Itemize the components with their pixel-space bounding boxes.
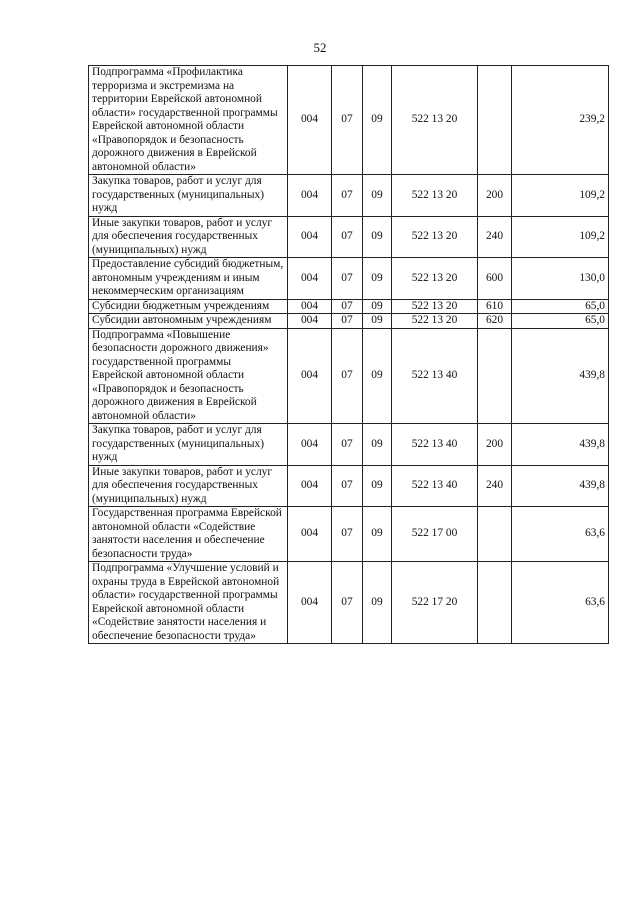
section-code-cell: 07: [332, 175, 363, 217]
table-row: [89, 562, 609, 644]
section-code-cell: 07: [332, 507, 363, 562]
subsection-code-cell: 09: [363, 507, 392, 562]
ministry-code-cell: 004: [288, 328, 332, 424]
subsection-code-cell: 09: [363, 175, 392, 217]
amount-cell: 439,8: [512, 465, 609, 507]
amount-cell: 109,2: [512, 216, 609, 258]
table-row: [89, 507, 609, 562]
ministry-code-cell: 004: [288, 562, 332, 644]
expense-type-cell: 200: [478, 175, 512, 217]
amount-cell: 109,2: [512, 175, 609, 217]
table-row: [89, 175, 609, 217]
table-row: [89, 314, 609, 329]
subsection-code-cell: 09: [363, 216, 392, 258]
row-name-cell: Субсидии бюджетным учреждениям: [89, 299, 288, 314]
section-code-cell: 07: [332, 424, 363, 466]
expense-type-cell: 240: [478, 216, 512, 258]
section-code-cell: 07: [332, 66, 363, 175]
row-name-cell: Подпрограмма «Повышение безопасности дорожного движения» государственной программы Еврейской автономной области «Правопорядок и безопасность дорожного движения в Еврейской автономной области»: [89, 328, 288, 424]
ministry-code-cell: 004: [288, 258, 332, 300]
section-code-cell: 07: [332, 299, 363, 314]
page-number: 52: [313, 40, 327, 55]
amount-cell: 439,8: [512, 328, 609, 424]
expense-type-cell: [478, 328, 512, 424]
expense-type-cell: 200: [478, 424, 512, 466]
budget-table: [88, 65, 609, 644]
target-article-cell: 522 13 20: [392, 216, 478, 258]
amount-cell: 439,8: [512, 424, 609, 466]
section-code-cell: 07: [332, 465, 363, 507]
subsection-code-cell: 09: [363, 258, 392, 300]
table-row: [89, 258, 609, 300]
ministry-code-cell: 004: [288, 424, 332, 466]
section-code-cell: 07: [332, 562, 363, 644]
ministry-code-cell: 004: [288, 66, 332, 175]
target-article-cell: 522 17 20: [392, 562, 478, 644]
amount-cell: 65,0: [512, 299, 609, 314]
table-row: [89, 328, 609, 424]
target-article-cell: 522 13 40: [392, 465, 478, 507]
target-article-cell: 522 13 40: [392, 424, 478, 466]
expense-type-cell: [478, 507, 512, 562]
section-code-cell: 07: [332, 314, 363, 329]
ministry-code-cell: 004: [288, 507, 332, 562]
row-name-cell: Подпрограмма «Улучшение условий и охраны труда в Еврейской автономной области» государственной программы Еврейской автономной области «Содействие занятости населения и обеспечение безопасности труда»: [89, 562, 288, 644]
budget-table-body: [89, 66, 609, 644]
expense-type-cell: 240: [478, 465, 512, 507]
subsection-code-cell: 09: [363, 328, 392, 424]
expense-type-cell: 600: [478, 258, 512, 300]
target-article-cell: 522 13 20: [392, 258, 478, 300]
amount-cell: 65,0: [512, 314, 609, 329]
expense-type-cell: 610: [478, 299, 512, 314]
expense-type-cell: 620: [478, 314, 512, 329]
row-name-cell: Иные закупки товаров, работ и услуг для обеспечения государственных (муниципальных) нужд: [89, 465, 288, 507]
ministry-code-cell: 004: [288, 314, 332, 329]
target-article-cell: 522 13 20: [392, 314, 478, 329]
amount-cell: 130,0: [512, 258, 609, 300]
amount-cell: 239,2: [512, 66, 609, 175]
subsection-code-cell: 09: [363, 314, 392, 329]
subsection-code-cell: 09: [363, 562, 392, 644]
subsection-code-cell: 09: [363, 299, 392, 314]
row-name-cell: Государственная программа Еврейской автономной области «Содействие занятости населения и обеспечение безопасности труда»: [89, 507, 288, 562]
target-article-cell: 522 13 20: [392, 299, 478, 314]
table-row: [89, 465, 609, 507]
section-code-cell: 07: [332, 216, 363, 258]
row-name-cell: Иные закупки товаров, работ и услуг для обеспечения государственных (муниципальных) нужд: [89, 216, 288, 258]
table-row: [89, 66, 609, 175]
row-name-cell: Предоставление субсидий бюджетным, автономным учреждениям и иным некоммерческим организациям: [89, 258, 288, 300]
amount-cell: 63,6: [512, 507, 609, 562]
subsection-code-cell: 09: [363, 66, 392, 175]
row-name-cell: Подпрограмма «Профилактика терроризма и экстремизма на территории Еврейской автономной области» государственной программы Еврейской автономной области «Правопорядок и безопасность дорожного движения в Еврейской автономной области»: [89, 66, 288, 175]
expense-type-cell: [478, 562, 512, 644]
ministry-code-cell: 004: [288, 299, 332, 314]
table-row: [89, 424, 609, 466]
table-row: [89, 299, 609, 314]
target-article-cell: 522 17 00: [392, 507, 478, 562]
section-code-cell: 07: [332, 328, 363, 424]
row-name-cell: Субсидии автономным учреждениям: [89, 314, 288, 329]
amount-cell: 63,6: [512, 562, 609, 644]
table-row: [89, 216, 609, 258]
target-article-cell: 522 13 20: [392, 175, 478, 217]
subsection-code-cell: 09: [363, 424, 392, 466]
ministry-code-cell: 004: [288, 175, 332, 217]
row-name-cell: Закупка товаров, работ и услуг для государственных (муниципальных) нужд: [89, 424, 288, 466]
target-article-cell: 522 13 40: [392, 328, 478, 424]
section-code-cell: 07: [332, 258, 363, 300]
expense-type-cell: [478, 66, 512, 175]
ministry-code-cell: 004: [288, 465, 332, 507]
subsection-code-cell: 09: [363, 465, 392, 507]
ministry-code-cell: 004: [288, 216, 332, 258]
target-article-cell: 522 13 20: [392, 66, 478, 175]
row-name-cell: Закупка товаров, работ и услуг для государственных (муниципальных) нужд: [89, 175, 288, 217]
